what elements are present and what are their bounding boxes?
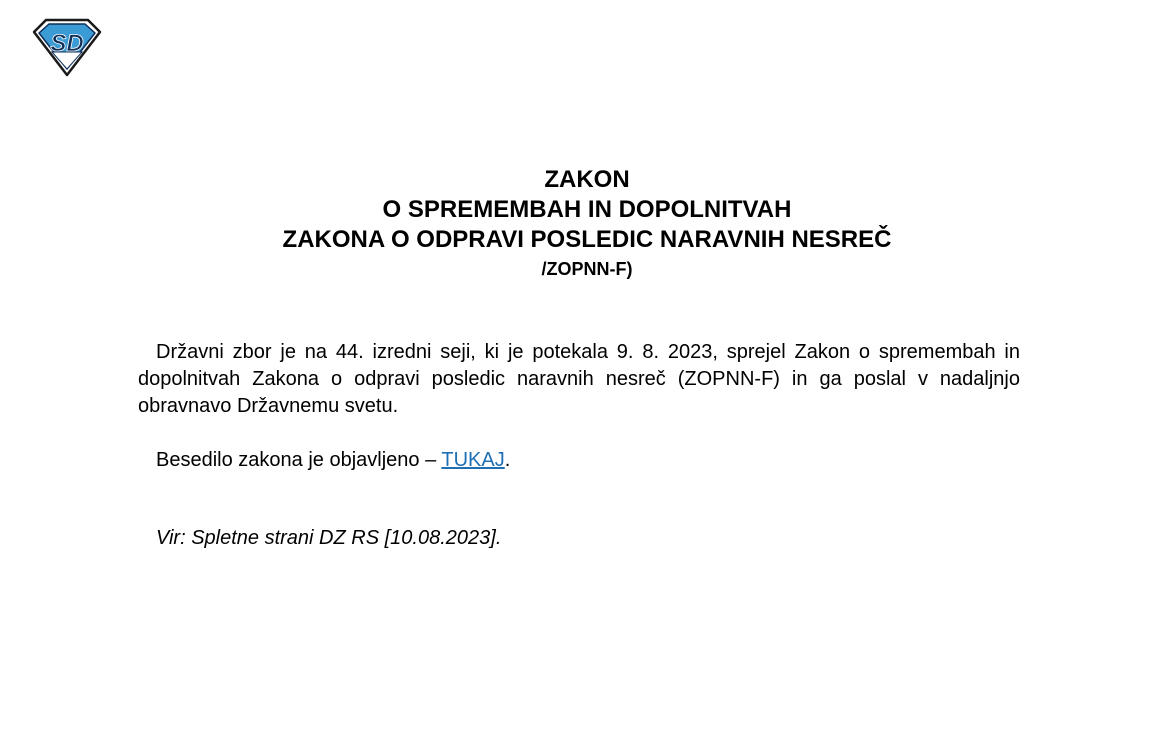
logo-shield-icon bbox=[30, 18, 104, 78]
law-text-link[interactable]: TUKAJ bbox=[441, 449, 505, 471]
paragraph-announcement: Državni zbor je na 44. izredni seji, ki je potekala 9. 8. 2023, sprejel Zakon o spremembah in dopolnitvah Zakona o odpravi posledic naravnih nesreč (ZOPNN-F) in ga poslal v nadaljnjo obravnavo Državnemu svetu. bbox=[138, 341, 1020, 417]
paragraph-published bbox=[138, 447, 1020, 474]
title-line-3: ZAKONA O ODPRAVI POSLEDIC NARAVNIH NESREČ bbox=[282, 226, 892, 253]
logo bbox=[30, 18, 104, 78]
source-citation: Vir: Spletne strani DZ RS [10.08.2023]. bbox=[156, 527, 502, 549]
title-line-2: O SPREMEMBAH IN DOPOLNITVAH bbox=[382, 196, 792, 223]
title-line-1: ZAKON bbox=[544, 166, 630, 193]
title-abbreviation: /ZOPNN-F) bbox=[541, 259, 633, 279]
paragraph-published-prefix: Besedilo zakona je objavljeno – bbox=[156, 449, 442, 471]
paragraph-published-suffix: . bbox=[504, 449, 511, 471]
document-title bbox=[0, 165, 1157, 283]
logo-letters: SD bbox=[50, 30, 84, 57]
